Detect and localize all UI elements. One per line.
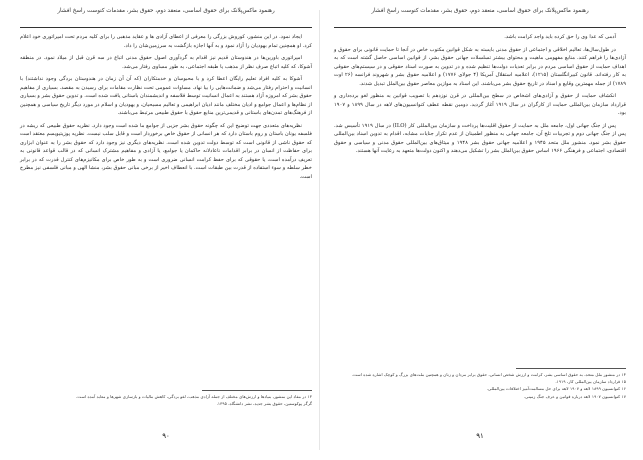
- footnote: ۱۴ در منشور ملل متحد، به حقوق اساسی بشر، کرامت و ارزش شخص انسانی، حقوق برابر مردان و زنان و همچنین ملت‌های بزرگ و کوچک اشاره شده است.: [351, 372, 626, 377]
- left-page: [16, 0, 316, 460]
- paragraph: آشوکا به کلیه افراد تعلیم رایگان اعطا کرد و با محبوسان و خدمتکاران (که آن آن زمان در هندوستان بردگی وجود نداشتند) با انسانیت و احترام رفتار می‌شد و ضمانت‌هایی را بیا نهاد. مساوات عمومی تحت نظارت مقامات برای رسیدن به مقصد. بسیاری از مفاهیم حقوق بشر که امروزه آزاد هستند به اعمال انسانیت توسط فلاسفه و اندیشمندان باستانی یافت شده است. و تدوین حقوق بشر و بسیاری از نظام‌ها و اعمال جوامع و ادیان مختلف مانند ادیان ابراهیمی و تعالیم مسیحیان، و یهودیان و اسلام در مورد دیگر تاریخ سیاسی و همچنین از فرهنگ‌های تمدن‌های باستانی و قدیمی‌ترین منابع حقوق با حقوق طبیعی مرتبط می‌باشند.: [19, 76, 312, 116]
- paragraph: امپراتوری باورین‌ها در هندوستان قدیم نیز اقدام به گردآوری اصول حقوق مدنی اتباع در سه قرن قبل از میلاد نمود. در منطقه آشوکا، که کلیه اتباع صرف نظر از مذهب یا طبقه اجتماعی، به طور مساوی رفتار می‌شد.: [20, 55, 312, 70]
- right-page: [330, 0, 630, 460]
- paragraph: ایجاد نمود. در این منشور، کوروش بزرگی را معرفی از اعطای آزادی ها و عقاید مذهبی را برای کلیه مردم تحت امپراتوری خود اعلام کرد. او همچنین تمام بهودیان را آزاد نمود و به آنها اجازه بازگشت به سرزمین‌شان را داد.: [20, 34, 312, 49]
- footnote: گرگر پوکوستین، حقوق بشر جدید، نشر دانشگاه، ۱۳۹۵.: [216, 401, 312, 407]
- page-number: ۹۰: [162, 432, 170, 440]
- page-number: ۹۱: [476, 432, 484, 440]
- footnote-rule: [516, 368, 626, 369]
- header-rule: [334, 27, 626, 28]
- page-body: [20, 33, 312, 185]
- footnotes: [334, 372, 626, 401]
- paragraph: نظریه‌های متعددی جهت توضیح این که چگونه حقوق بشر جزیی از جوامع ما شده است وجود دارد. نظریه حقوق طبیعی که ریشه در فلسفه یونان باستان و روم باستان دارد که هر انسانی از حقوق خاص برخوردار است و قابل سلب نیست. نظریه پوزیتیویسم معتقد است که حقوق ناشی از قانونی است که توسط دولت تدوین شده است. نظریه‌های دیگری نیز وجود دارد که حقوق بشر را به عنوان ابزاری برای حفاظت از انسان در برابر اقدامات ناعادلانه حاکمان یا جوامع، یا آزادی و مفاهیم مشترک انسانی که در قالب قواعد قانونی به تعریف درآمده است، یا حقوقی که برای حفظ کرامت انسانی ضروری است و به طور خاص برای مکانیزم‌های کنترل قدرت که در برابر خطر سلطه و سوء استفاده از قدرت بین طبقات است. با انعطاف اخیر از برخی مبانی حقوق بشر، منشا الهی و مبانی فلسفی نیز مطرح است.: [20, 122, 312, 180]
- paragraph: در طول‌سال‌ها، تعالیم اخلاقی و اجتماعی از حقوق مدنی بایسته به شکل قوانین مکتوب خاص در آنجا تا حمایت قانونی برای حقوق و آزادی‌ها را فراهم کنند. منابع مفهومی ماهیت و محتوای بیشتر تسلسلات جهانی حقوق بشر، از قوانین اساسی حاصل گشته است که به اهداف حمایت از حقوق اساسی مردم در برابر تعدیات دولت‌ها تنظیم شده و در تدوین به صورت اسناد حقوقی و در سیستم‌های حقوقی به کار رفته‌اند. قانون کبیرانگلستان (۱۲۱۵)، اعلامیه استقلال آمریکا (۴ جولای ۱۷۷۶) و اعلامیه حقوق بشر و شهروند فرانسه (۲۶ اوت ۱۷۸۹) از جمله مهمترین وقایع و اسناد در تاریخ حقوق بشر می‌باشند. این اسناد به موازین معاصر حقوق بین‌الملل تبدیل شدند.: [334, 46, 626, 87]
- footnote: ۱۶ کنوانسیون ۱۸۹۹ لاهه و ۱۹۰۷ لاهه برای حل مسالمت‌آمیز اختلافات بین‌المللی.: [486, 386, 626, 392]
- running-header: رهنمود ماکس‌پلانک برای حقوق اساسی، منعقد دوم، حقوق بشر، مقدمات کنوست راسخ افشار: [371, 8, 589, 14]
- paragraph: انکشاف حمایت از حقوق و آزادی‌های اشخاص در سطح بین‌المللی در قرن نوزدهم با تصویب قوانین به منظور لغو برده‌داری و قرارداد سازمان بین‌المللی حمایت از کارگران در سال ۱۹۱۹ آغاز گردید. دومین نقطه عطف کنوانسیون‌های لاهه در سال ۱۸۹۹ و ۱۹۰۷ بود.: [334, 93, 626, 116]
- running-header: رهنمود ماکس‌پلانک برای حقوق اساسی، منعقد دوم، حقوق بشر، مقدمات کنوست راسخ افشار: [57, 8, 275, 14]
- footnote: ۱۳ در مفاد این منشور، بنیادها و ارزش‌های مختلف از جمله آزادی مذهب، لغو بردگی، کاهش مالیات و بازسازی شهرها و معابد آمده است.: [76, 394, 312, 399]
- footnote: ۱۷ کنوانسیون ۱۹۰۷ لاهه درباره قوانین و عرف جنگ زمینی.: [523, 393, 626, 399]
- footnote: ۱۵ قرارداد سازمان بین‌المللی کار، ۱۹۱۹.: [555, 379, 626, 385]
- page-body: [334, 33, 626, 160]
- footnotes: [20, 394, 312, 408]
- page-gutter: [319, 10, 320, 450]
- paragraph: آدمی که عدا وی را حق کرده باید واجد کرامت باشد.: [504, 34, 616, 40]
- footnote-rule: [202, 390, 312, 391]
- paragraph: پس از جنگ جهانی اول، جامعه ملل به حمایت از حقوق اقلیت‌ها پرداخت و سازمان بین‌المللی کار (ILO) در سال ۱۹۱۹ تأسیس شد. پس از جنگ جهانی دوم و تجربیات تلخ آن، جامعه جهانی به منظور اطمینان از عدم تکرار جنایات مشابه، اقدام به تدوین اسناد بین‌المللی حقوق بشر نمود. منشور ملل متحد ۱۹۴۵ و اعلامیه جهانی حقوق بشر ۱۹۴۸ و میثاق‌های بین‌المللی حقوق مدنی و سیاسی و حقوق اقتصادی، اجتماعی و فرهنگی ۱۹۶۶ اساس حقوق بین‌الملل بشر را تشکیل می‌دهند و اکنون دولت‌ها متعهد به رعایت آنها هستند.: [334, 122, 626, 154]
- header-rule: [20, 27, 312, 28]
